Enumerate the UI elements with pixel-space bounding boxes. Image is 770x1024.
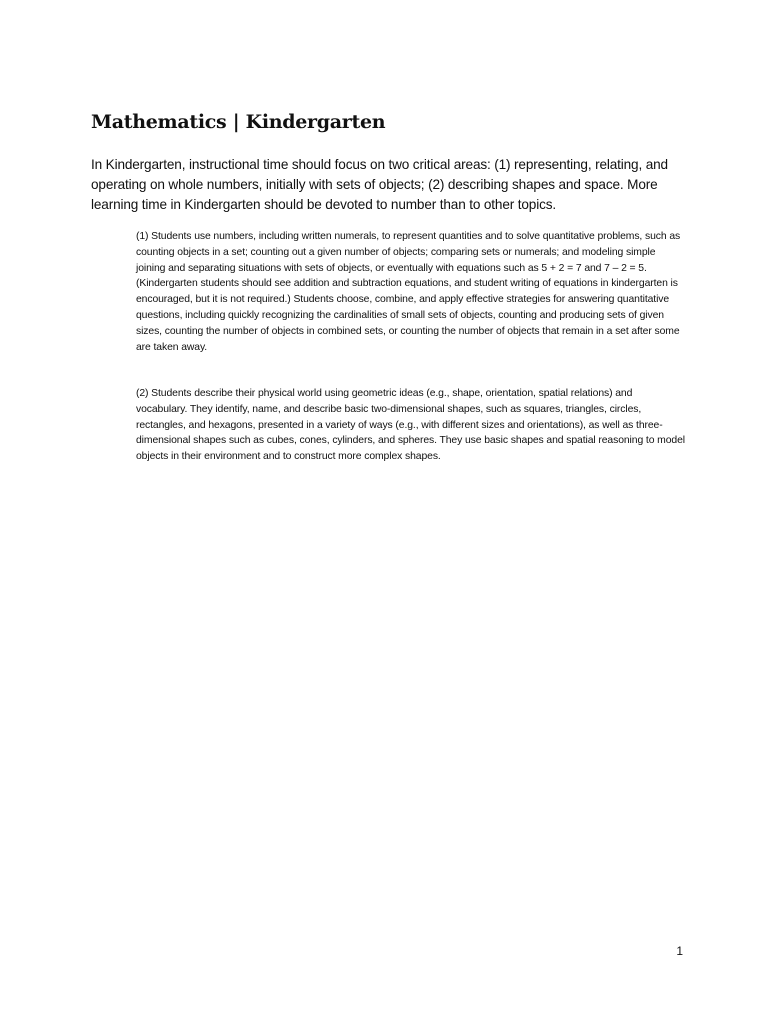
- page-number: 1: [676, 944, 683, 958]
- critical-area-1-paragraph: (1) Students use numbers, including written numerals, to represent quantities and to solve quantitative problems, such as counting objects in a set; counting out a given number of objects; comparing sets or numerals; and modeling simple joining and separating situations with sets of objects, or eventually with equations such as 5 + 2 = 7 and 7 – 2 = 5. (Kindergarten students should see addition and subtraction equations, and student writing of equations in kindergarten is encouraged, but it is not required.) Students choose, combine, and apply effective strategies for answering quantitative questions, including quickly recognizing the cardinalities of small sets of objects, counting and producing sets of given sizes, counting the number of objects in combined sets, or counting the number of objects that remain in a set after some are taken away.: [136, 231, 681, 353]
- intro-paragraph: In Kindergarten, instructional time should focus on two critical areas: (1) representing, relating, and operating on whole numbers, initially with sets of objects; (2) describing shapes and space. More learning time in Kindergarten should be devoted to number than to other topics.: [91, 157, 668, 212]
- critical-area-2-paragraph: (2) Students describe their physical world using geometric ideas (e.g., shape, orientation, spatial relations) and vocabulary. They identify, name, and describe basic two-dimensional shapes, such as squares, triangles, circles, rectangles, and hexagons, presented in a variety of ways (e.g., with different sizes and orientations), as well as three-dimensional shapes such as cubes, cones, cylinders, and spheres. They use basic shapes and spatial reasoning to model objects in their environment and to construct more complex shapes.: [136, 388, 685, 463]
- page-title: Mathematics | Kindergarten: [91, 111, 386, 133]
